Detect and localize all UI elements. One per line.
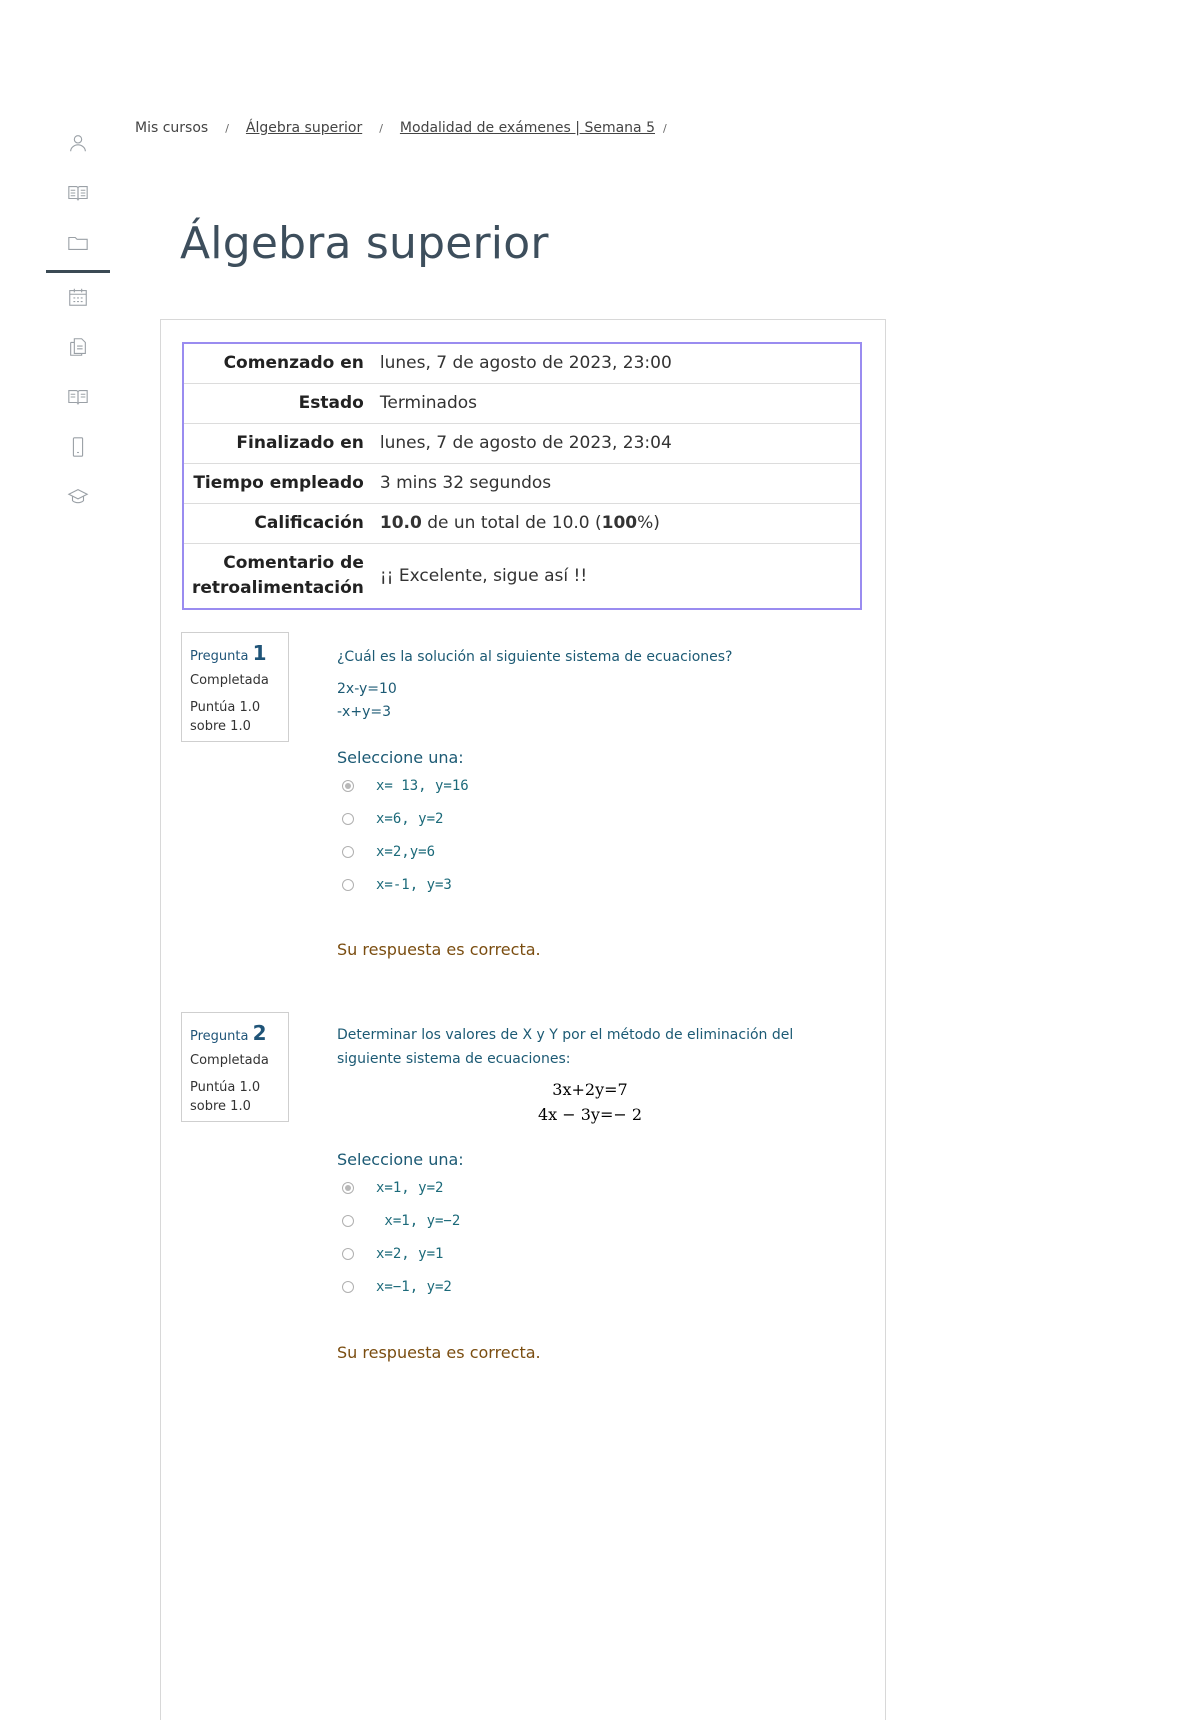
mobile-icon[interactable] <box>46 422 110 472</box>
radio-button[interactable] <box>342 1248 354 1260</box>
summary-value: ¡¡ Excelente, sigue así !! <box>379 565 588 586</box>
breadcrumb <box>135 120 684 136</box>
question-2-equation: 4x − 3y=− 2 <box>537 1105 643 1124</box>
radio-button[interactable] <box>342 879 354 891</box>
breadcrumb-course-link[interactable]: Álgebra superior <box>245 120 363 136</box>
summary-value: lunes, 7 de agosto de 2023, 23:04 <box>379 433 672 453</box>
folder-icon[interactable] <box>46 218 110 268</box>
answer-option[interactable] <box>342 778 469 794</box>
breadcrumb-section-link[interactable]: Modalidad de exámenes | Semana 5 <box>399 120 655 136</box>
sidebar <box>46 118 110 522</box>
radio-button[interactable] <box>342 1182 354 1194</box>
summary-row-started <box>183 343 861 384</box>
summary-row-finished <box>183 424 861 464</box>
question-1-equation: -x+y=3 <box>337 704 391 720</box>
summary-row-state <box>183 384 861 424</box>
summary-row-grade <box>183 504 861 544</box>
book-icon[interactable] <box>46 168 110 218</box>
question-number: 1 <box>252 641 267 665</box>
summary-label: Calificación <box>254 513 364 533</box>
answer-option[interactable] <box>342 811 443 827</box>
question-1-equation: 2x-y=10 <box>337 681 397 697</box>
summary-value: Terminados <box>379 393 478 413</box>
breadcrumb-mis-cursos[interactable]: Mis cursos <box>135 120 209 136</box>
question-1-info <box>181 632 289 742</box>
grade-score: 10.0 <box>379 513 422 533</box>
question-2-equation: 3x+2y=7 <box>552 1080 628 1099</box>
select-one-label: Seleccione una: <box>337 1150 464 1169</box>
question-grade: Puntúa 1.0 sobre 1.0 <box>190 1080 261 1114</box>
radio-button[interactable] <box>342 813 354 825</box>
summary-label: Estado <box>298 393 364 413</box>
question-state: Completada <box>190 673 269 688</box>
answer-option[interactable] <box>342 1213 460 1229</box>
answer-option-label: x=-1, y=3 <box>376 877 452 893</box>
grade-mid: de un total de 10.0 ( <box>421 513 602 533</box>
summary-label: Comenzado en <box>223 353 364 373</box>
question-label: Pregunta <box>190 1029 249 1044</box>
active-indicator <box>46 270 110 273</box>
select-one-label: Seleccione una: <box>337 748 464 767</box>
question-state: Completada <box>190 1053 269 1068</box>
radio-button[interactable] <box>342 846 354 858</box>
user-icon[interactable] <box>46 118 110 168</box>
question-1-feedback: Su respuesta es correcta. <box>337 940 541 959</box>
breadcrumb-separator: / <box>225 121 229 135</box>
documents-icon[interactable] <box>46 322 110 372</box>
summary-row-time <box>183 464 861 504</box>
summary-value: 3 mins 32 segundos <box>379 473 552 493</box>
answer-option-label: x=6, y=2 <box>376 811 444 827</box>
radio-button[interactable] <box>342 1215 354 1227</box>
question-label: Pregunta <box>190 649 249 664</box>
answer-option[interactable] <box>342 1279 452 1295</box>
answer-option-label: x=2,y=6 <box>376 844 436 860</box>
page-title: Álgebra superior <box>180 218 549 269</box>
radio-button[interactable] <box>342 780 354 792</box>
answer-option[interactable] <box>342 877 452 893</box>
answer-option[interactable] <box>342 1246 443 1262</box>
book-open-icon[interactable] <box>46 372 110 422</box>
summary-value: lunes, 7 de agosto de 2023, 23:00 <box>379 353 672 373</box>
answer-option[interactable] <box>342 844 435 860</box>
answer-option-label: x=−1, y=2 <box>376 1279 452 1295</box>
calendar-icon[interactable] <box>46 272 110 322</box>
question-number: 2 <box>252 1021 267 1045</box>
question-2-feedback: Su respuesta es correcta. <box>337 1343 541 1362</box>
graduation-cap-icon[interactable] <box>46 472 110 522</box>
summary-row-feedback <box>183 544 861 610</box>
summary-label: Finalizado en <box>236 433 364 453</box>
grade-end: %) <box>637 513 660 533</box>
attempt-summary-table <box>182 342 862 610</box>
radio-button[interactable] <box>342 1281 354 1293</box>
answer-option-label: x= 13, y=16 <box>376 778 469 794</box>
breadcrumb-separator: / <box>662 121 667 135</box>
summary-value <box>372 504 861 544</box>
answer-option-label: x=2, y=1 <box>376 1246 444 1262</box>
question-2-info <box>181 1012 289 1122</box>
answer-option-label: x=1, y=−2 <box>376 1213 461 1229</box>
question-grade: Puntúa 1.0 sobre 1.0 <box>190 700 261 734</box>
summary-label: Comentario de retroalimentación <box>192 553 364 598</box>
summary-label: Tiempo empleado <box>193 473 364 493</box>
question-1-text: ¿Cuál es la solución al siguiente sistema de ecuaciones? <box>337 649 733 665</box>
grade-percent: 100 <box>601 513 638 533</box>
answer-option[interactable] <box>342 1180 443 1196</box>
question-2-text: Determinar los valores de X y Y por el método de eliminación del siguiente sistema de ecuaciones: <box>337 1027 794 1067</box>
answer-option-label: x=1, y=2 <box>376 1180 444 1196</box>
breadcrumb-separator: / <box>379 121 383 135</box>
